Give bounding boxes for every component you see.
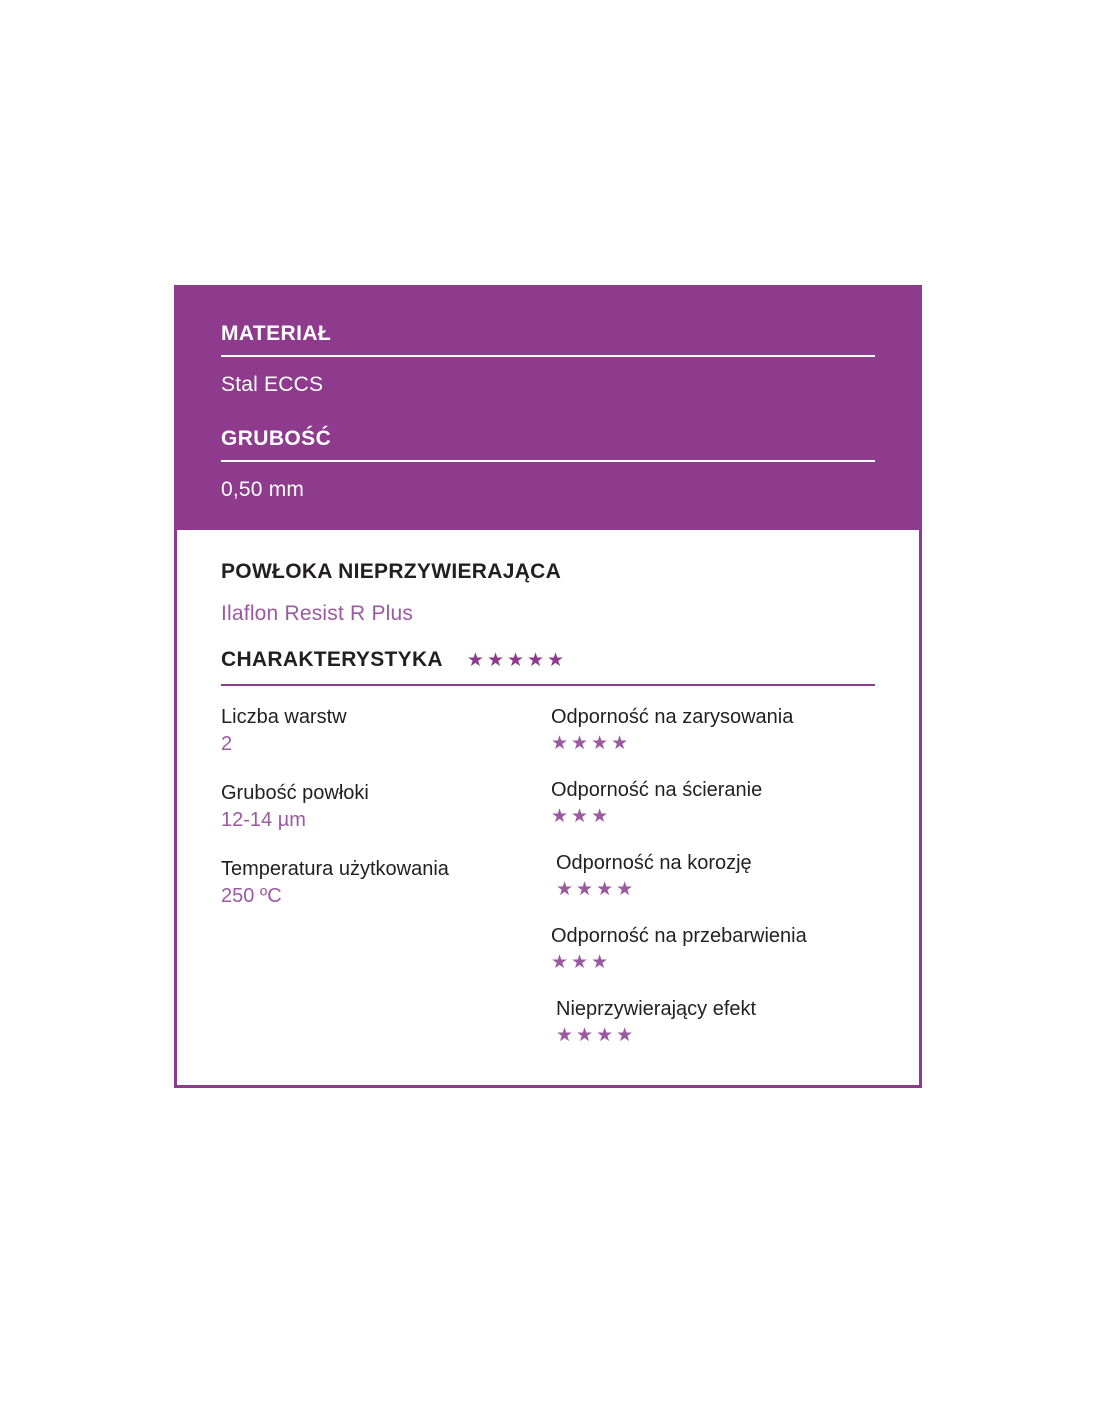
- property-label: Temperatura użytkowania: [221, 858, 449, 880]
- property-value: 250 ºC: [221, 885, 282, 907]
- rating-stars: ★★★: [551, 806, 612, 827]
- rating-item: [551, 779, 875, 826]
- rating-item: [551, 925, 875, 972]
- property-item: [221, 858, 551, 908]
- rating-label: Odporność na ścieranie: [551, 779, 763, 801]
- characteristics-divider: [221, 684, 875, 686]
- rating-label: Odporność na zarysowania: [551, 706, 794, 728]
- property-label: Liczba warstw: [221, 706, 347, 728]
- rating-item: [551, 852, 875, 899]
- rating-stars: ★★★★: [556, 879, 637, 900]
- characteristics-header: [221, 648, 875, 672]
- rating-label: Odporność na korozję: [556, 852, 752, 874]
- rating-stars: ★★★: [551, 952, 612, 973]
- property-label: Grubość powłoki: [221, 782, 369, 804]
- ratings-column: [551, 706, 875, 1045]
- material-value: Stal ECCS: [221, 373, 324, 396]
- rating-label: Nieprzywierający efekt: [556, 998, 757, 1020]
- material-label: MATERIAŁ: [221, 322, 332, 345]
- card-bottom-section: [177, 530, 919, 1085]
- property-item: [221, 782, 551, 832]
- thickness-divider: [221, 460, 875, 462]
- rating-item: [551, 706, 875, 753]
- thickness-label: GRUBOŚĆ: [221, 427, 332, 450]
- product-spec-card: [174, 285, 922, 1088]
- property-value: 2: [221, 733, 233, 755]
- characteristics-overall-stars: ★★★★★: [466, 649, 568, 671]
- property-item: [221, 706, 551, 756]
- characteristics-title: CHARAKTERYSTYKA: [221, 648, 443, 671]
- coating-title: POWŁOKA NIEPRZYWIERAJĄCA: [221, 560, 562, 583]
- thickness-value: 0,50 mm: [221, 478, 305, 501]
- property-value: 12-14 µm: [221, 809, 306, 831]
- rating-label: Odporność na przebarwienia: [551, 925, 807, 947]
- characteristics-columns: [221, 706, 875, 1045]
- material-divider: [221, 355, 875, 357]
- properties-column: [221, 706, 551, 1045]
- rating-stars: ★★★★: [556, 1025, 637, 1046]
- rating-stars: ★★★★: [551, 733, 632, 754]
- rating-item: [551, 998, 875, 1045]
- card-top-section: [177, 288, 919, 530]
- material-field: [221, 322, 875, 397]
- thickness-field: [221, 427, 875, 502]
- coating-name: Ilaflon Resist R Plus: [221, 602, 414, 625]
